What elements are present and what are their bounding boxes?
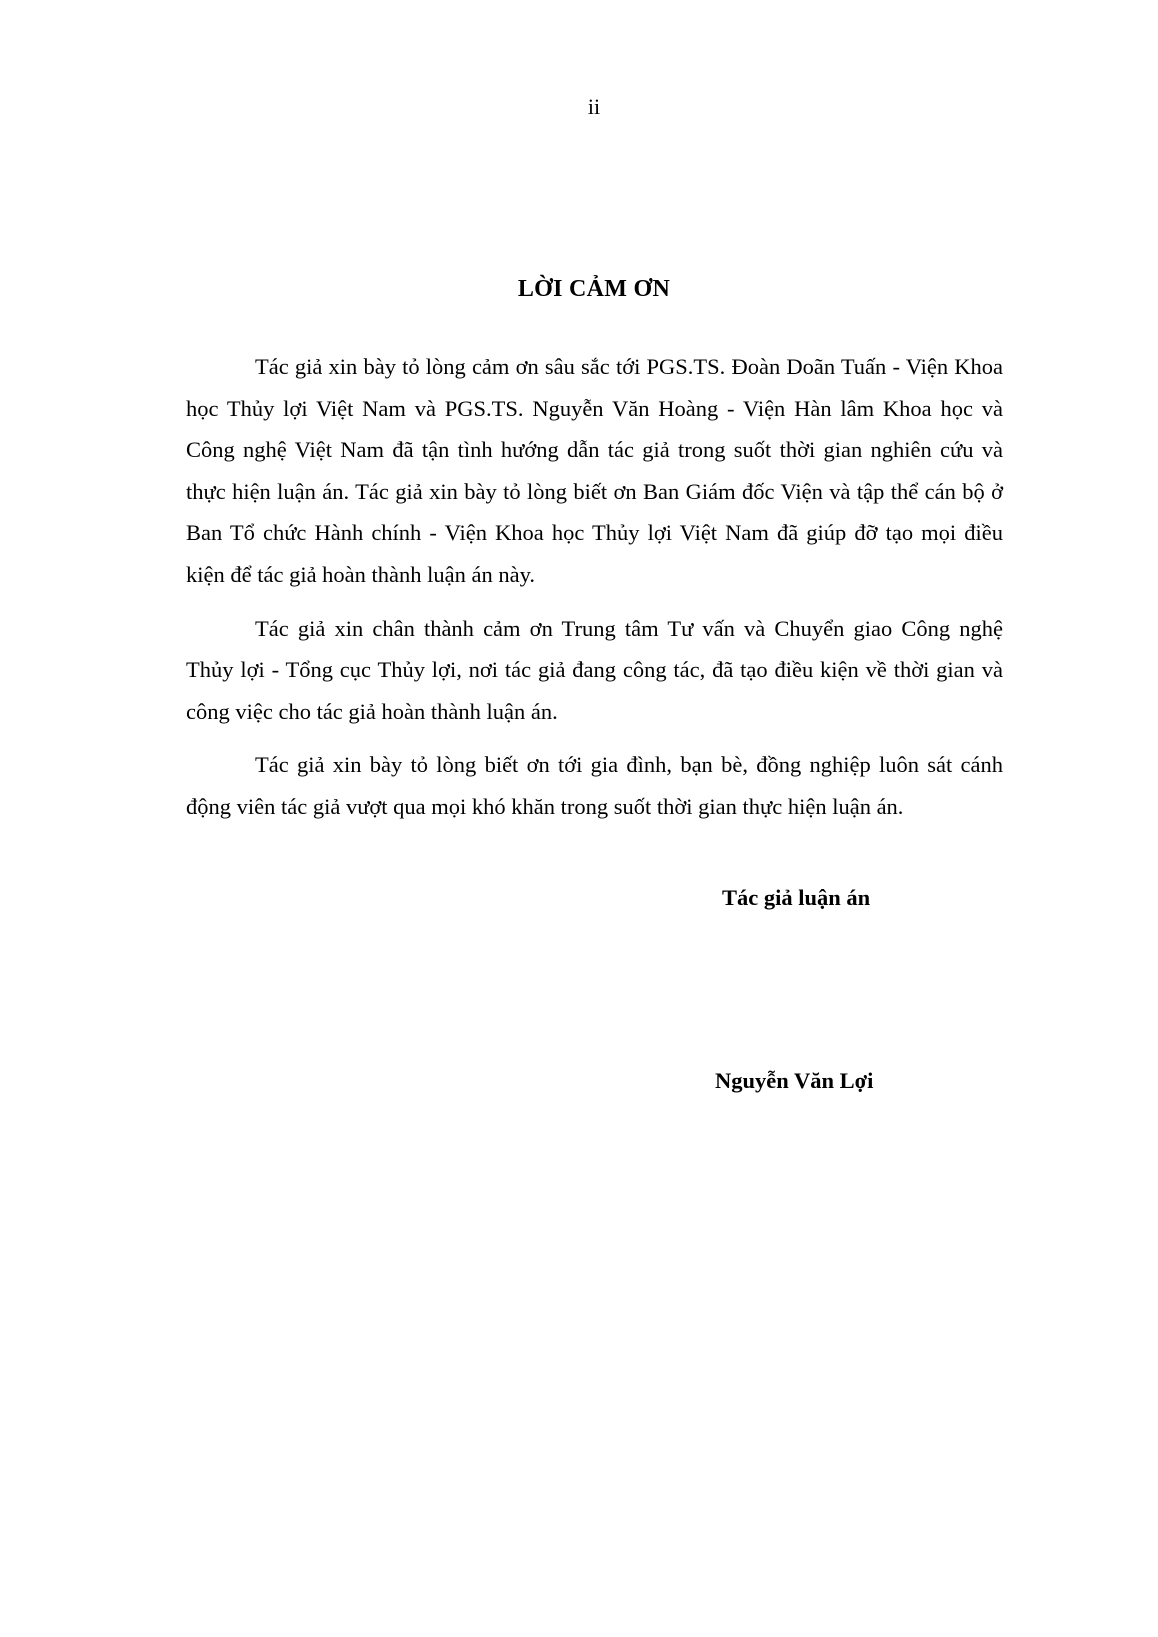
paragraph-3: Tác giả xin bày tỏ lòng biết ơn tới gia đình, bạn bè, đồng nghiệp luôn sát cánh động viên tác giả vượt qua mọi khó khăn trong suốt thời gian thực hiện luận án. [186, 752, 1003, 819]
page-title: LỜI CẢM ƠN [517, 276, 671, 302]
signature-name: Nguyễn Văn Lợi [715, 1068, 874, 1093]
page-number: ii [587, 94, 601, 119]
acknowledgement-body [186, 346, 1003, 840]
paragraph-2: Tác giả xin chân thành cảm ơn Trung tâm Tư vấn và Chuyển giao Công nghệ Thủy lợi - Tổng cục Thủy lợi, nơi tác giả đang công tác, đã tạo điều kiện về thời gian và công việc cho tác giả hoàn thành luận án. [186, 615, 1003, 724]
paragraph-1: Tác giả xin bày tỏ lòng cảm ơn sâu sắc tới PGS.TS. Đoàn Doãn Tuấn - Viện Khoa học Thủy lợi Việt Nam và PGS.TS. Nguyễn Văn Hoàng - Viện Hàn lâm Khoa học và Công nghệ Việt Nam đã tận tình hướng dẫn tác giả trong suốt thời gian nghiên cứu và thực hiện luận án. Tác giả xin bày tỏ lòng biết ơn Ban Giám đốc Viện và tập thể cán bộ ở Ban Tổ chức Hành chính - Viện Khoa học Thủy lợi Việt Nam đã giúp đỡ tạo mọi điều kiện để tác giả hoàn thành luận án này. [186, 354, 1003, 587]
signature-label: Tác giả luận án [722, 885, 871, 910]
